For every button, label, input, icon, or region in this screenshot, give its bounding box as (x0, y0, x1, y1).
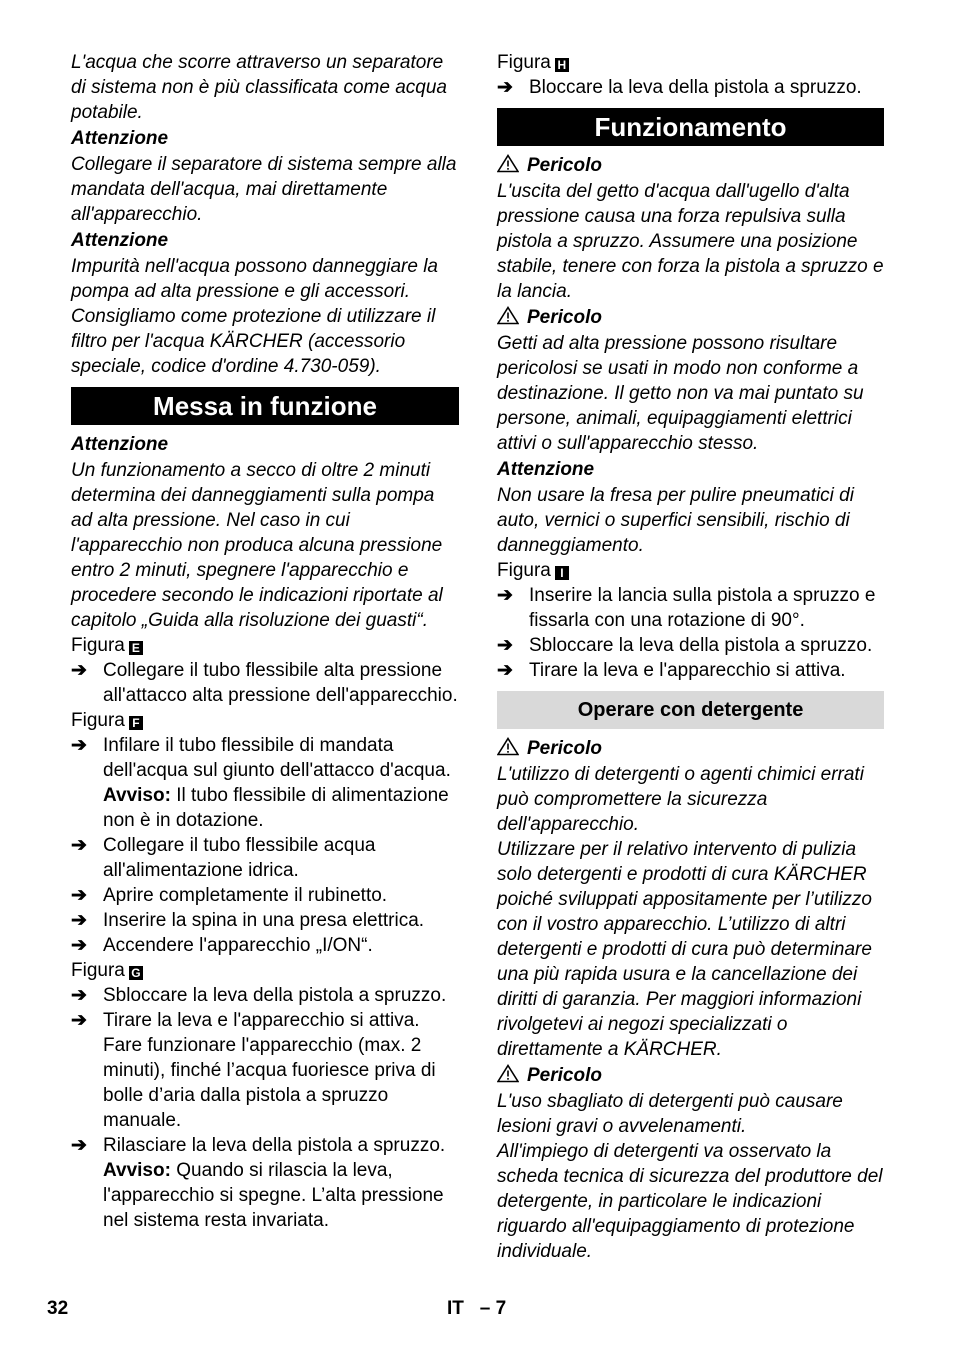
list-item: ➔ Tirare la leva e l'apparecchio si attiva. Fare funzionare l'apparecchio (max. 2 minuti), finché l’acqua fuoriesce priva di bolle d’aria dalla pistola a spruzzo manuale. (71, 1010, 436, 1131)
figure-reference-f: Figura F (71, 708, 459, 733)
arrow-right-icon: ➔ (71, 1135, 87, 1156)
danger-text: L'utilizzo di detergenti o agenti chimici errati può compromettere la sicurezza dell'apparecchio. (497, 764, 864, 835)
figure-reference-g: Figura G (71, 958, 459, 983)
danger-text: Getti ad alta pressione possono risultare pericolosi se usati in modo non conforme a destinazione. Il getto non va mai puntato su persone, animali, equipaggiamenti elettrici attivi o sull'apparecchio stesso. (497, 333, 864, 454)
danger-text: Utilizzare per il relativo intervento di pulizia solo detergenti e prodotti di cura KÄRCHER poiché sviluppati appositamente per l’utilizzo con il vostro apparecchio. L’utilizzo di altri detergenti e prodotti di cura può determinare una più rapida usura e la cancellazione dei diritti di garanzia. Per maggiori informazioni rivolgetevi ai negozi specializzati o direttamente a KÄRCHER. (497, 839, 872, 1060)
list-item: ➔ Infilare il tubo flessibile di mandata dell'acqua sul giunto dell'attacco d'acqua. Avviso: Il tubo flessibile di alimentazione non è in dotazione. (71, 735, 451, 831)
intro-paragraph: L'acqua che scorre attraverso un separatore di sistema non è più classificata come acqua potabile. (71, 52, 447, 123)
page-number: 32 (47, 1298, 69, 1319)
danger-text: L'uso sbagliato di detergenti può causare lesioni gravi o avvelenamenti. (497, 1091, 843, 1137)
list-item: ➔ Tirare la leva e l'apparecchio si attiva. (497, 660, 846, 681)
attention-text: Un funzionamento a secco di oltre 2 minuti determina dei danneggiamenti sulla pompa ad alta pressione. Nel caso in cui l'apparecchio non produca alcuna pressione entro 2 minuti, spegnere l'apparecchio e procedere secondo le indicazioni riportate al capitolo „Guida alla risoluzione dei guasti“. (71, 460, 443, 631)
figure-letter-badge: G (129, 966, 143, 980)
attention-heading: Attenzione (497, 459, 595, 480)
warning-triangle-icon (497, 154, 519, 173)
list-item: ➔ Inserire la spina in una presa elettrica. (71, 910, 425, 931)
list-item: ➔ Sbloccare la leva della pistola a spruzzo. (71, 985, 447, 1006)
danger-heading: Pericolo (497, 304, 884, 331)
attention-heading: Attenzione (71, 128, 169, 149)
danger-heading: Pericolo (497, 735, 884, 762)
arrow-right-icon: ➔ (497, 635, 513, 656)
arrow-right-icon: ➔ (71, 885, 87, 906)
figure-letter-badge: F (129, 716, 143, 730)
arrow-right-icon: ➔ (71, 985, 87, 1006)
list-item: ➔ Aprire completamente il rubinetto. (71, 885, 388, 906)
figure-reference-h: Figura H (497, 50, 884, 75)
section-title-funzionamento: Funzionamento (497, 108, 884, 146)
section-title-messa-in-funzione: Messa in funzione (71, 387, 459, 425)
arrow-right-icon: ➔ (497, 660, 513, 681)
arrow-right-icon: ➔ (497, 77, 513, 98)
arrow-right-icon: ➔ (71, 735, 87, 756)
attention-heading: Attenzione (71, 434, 169, 455)
list-item: ➔ Inserire la lancia sulla pistola a spruzzo e fissarla con una rotazione di 90°. (497, 585, 876, 631)
list-item: ➔ Accendere l'apparecchio „I/ON“. (71, 935, 373, 956)
language-page-indicator: IT – 7 (447, 1298, 507, 1319)
arrow-right-icon: ➔ (71, 835, 87, 856)
subsection-title-detergente: Operare con detergente (497, 691, 884, 729)
list-item: ➔ Bloccare la leva della pistola a spruzzo. (497, 77, 862, 98)
warning-triangle-icon (497, 1064, 519, 1083)
warning-triangle-icon (497, 306, 519, 325)
attention-text: Non usare la fresa per pulire pneumatici di auto, vernici o superfici sensibili, rischio di danneggiamento. (497, 485, 854, 556)
danger-text: All'impiego di detergenti va osservato la scheda tecnica di sicurezza del produttore del detergente, in particolare le indicazioni riguardo all'equipaggiamento di protezione individuale. (497, 1141, 883, 1262)
figure-letter-badge: H (555, 58, 569, 72)
right-column (497, 50, 884, 1264)
attention-text: Impurità nell'acqua possono danneggiare la pompa ad alta pressione e gli accessori. Consigliamo come protezione di utilizzare il filtro per l'acqua KÄRCHER (accessorio speciale, codice d'ordine 4.730-059). (71, 256, 438, 377)
danger-text: L'uscita del getto d'acqua dall'ugello d'alta pressione causa una forza repulsiva sulla pistola a spruzzo. Assumere una posizione stabile, tenere con forza la pistola a spruzzo e la lancia. (497, 181, 884, 302)
list-item: ➔ Collegare il tubo flessibile alta pressione all'attacco alta pressione dell'apparecchio. (71, 660, 458, 706)
arrow-right-icon: ➔ (71, 935, 87, 956)
arrow-right-icon: ➔ (71, 910, 87, 931)
figure-letter-badge: I (555, 566, 569, 580)
figure-reference-i: Figura I (497, 558, 884, 583)
attention-heading: Attenzione (71, 230, 169, 251)
figure-reference-e: Figura E (71, 633, 459, 658)
arrow-right-icon: ➔ (71, 660, 87, 681)
list-item: ➔ Collegare il tubo flessibile acqua all'alimentazione idrica. (71, 835, 376, 881)
left-column (71, 50, 459, 1233)
arrow-right-icon: ➔ (497, 585, 513, 606)
danger-heading: Pericolo (497, 152, 884, 179)
figure-letter-badge: E (129, 641, 143, 655)
list-item: ➔ Sbloccare la leva della pistola a spruzzo. (497, 635, 873, 656)
attention-text: Collegare il separatore di sistema sempre alla mandata dell'acqua, mai direttamente all'apparecchio. (71, 154, 457, 225)
warning-triangle-icon (497, 737, 519, 756)
list-item: ➔ Rilasciare la leva della pistola a spruzzo. Avviso: Quando si rilascia la leva, l'apparecchio si spegne. L’alta pressione nel sistema resta invariata. (71, 1135, 446, 1231)
arrow-right-icon: ➔ (71, 1010, 87, 1031)
danger-heading: Pericolo (497, 1062, 884, 1089)
